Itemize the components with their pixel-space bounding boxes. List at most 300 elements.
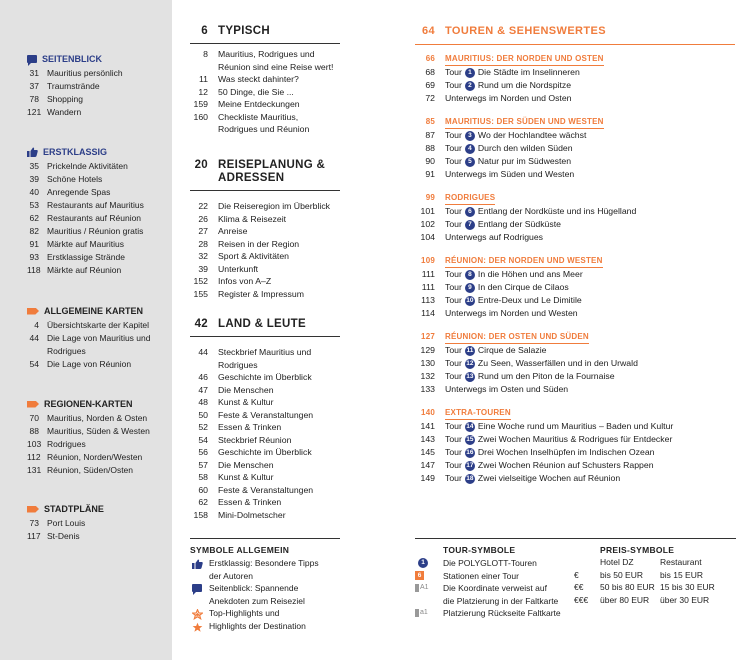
tour-word: Tour (445, 473, 462, 483)
section-heading-touren (415, 25, 735, 45)
tour-number-icon: 6 (465, 207, 475, 217)
toc-entry[interactable] (190, 346, 340, 359)
sidebar-entry[interactable] (27, 464, 162, 477)
section-page-number: 64 (421, 25, 435, 37)
sidebar-entry[interactable] (27, 517, 162, 530)
toc-entry[interactable] (190, 288, 340, 301)
land-list (190, 346, 340, 521)
entry-label: Feste & Veranstaltungen (218, 484, 314, 495)
restaurant-price: über 30 EUR (660, 594, 710, 605)
star-icon (190, 620, 204, 633)
tour-entry[interactable] (415, 459, 735, 472)
tour-word: Tour (445, 345, 462, 355)
legend-entry (190, 607, 340, 620)
tour-word: Tour (445, 460, 462, 470)
toc-entry[interactable] (190, 200, 340, 213)
toc-entry[interactable] (190, 371, 340, 384)
sidebar-entry[interactable] (27, 332, 162, 345)
sidebar-entry[interactable] (27, 530, 162, 543)
page-number: 114 (421, 308, 435, 318)
legend-title: SYMBOLE ALLGEMEIN (190, 545, 290, 555)
section-title: TOUREN & SEHENSWERTES (445, 25, 606, 37)
sidebar-entry[interactable] (27, 345, 162, 358)
entry-label: Natur pur im Südwesten (477, 156, 572, 166)
tour-word: Tour (445, 447, 462, 457)
reise-list (190, 200, 340, 300)
entry-label: Feste & Veranstaltungen (218, 409, 314, 420)
legend-entry (190, 582, 340, 595)
toc-entry[interactable] (190, 509, 340, 522)
toc-entry[interactable] (190, 275, 340, 288)
tour-entry[interactable] (415, 307, 735, 320)
entry-label: Unterkunft (218, 263, 259, 274)
sidebar-entry[interactable] (27, 238, 162, 251)
page-number: 104 (420, 232, 435, 242)
page-number: 69 (425, 80, 435, 90)
toc-entry[interactable] (190, 496, 340, 509)
page-number: 46 (198, 372, 208, 382)
hotel-price: 50 bis 80 EUR (600, 582, 655, 592)
page-number: 155 (193, 288, 208, 299)
toc-entry[interactable] (190, 471, 340, 484)
entry-label: Drei Wochen Inselhüpfen im Indischen Ozean (477, 447, 655, 457)
section-page-number: 42 (194, 318, 208, 330)
restaurant-price: 15 bis 30 EUR (660, 582, 715, 592)
entry-label: Réunion sind eine Reise wert! (218, 61, 334, 72)
entry-label: Sport & Aktivitäten (218, 251, 289, 261)
section-heading-reiseplanung (190, 159, 340, 191)
page-number: 12 (198, 86, 208, 97)
tour-number-icon: 10 (466, 297, 474, 304)
entry-label: Die Lage von Mauritius und (47, 333, 151, 343)
tour-number-icon: 18 (466, 475, 474, 482)
tour-entry[interactable] (415, 268, 735, 281)
toc-entry[interactable] (190, 238, 340, 251)
toc-entry[interactable] (190, 48, 340, 61)
entry-label: Die Menschen (218, 384, 274, 395)
hotel-price: über 80 EUR (600, 594, 650, 605)
entry-label: Infos von A–Z (218, 276, 272, 286)
entry-label: Klima & Reisezeit (218, 213, 287, 224)
entry-label: Unterwegs auf Rodrigues (445, 232, 544, 242)
tour-group-heading[interactable] (415, 331, 735, 344)
page-number: 132 (420, 371, 435, 381)
tour-entry[interactable] (415, 66, 735, 79)
legend-label: Seitenblick: Spannende (209, 583, 299, 593)
page-number (190, 359, 208, 372)
page-number: 68 (425, 67, 435, 77)
preis-list (574, 569, 736, 607)
entry-label: Réunion, Norden/Westen (47, 452, 143, 462)
page-number: 88 (425, 143, 435, 153)
sidebar-entry[interactable] (27, 425, 162, 438)
entry-label: Traumstrände (47, 81, 100, 91)
tour-word: Tour (445, 371, 462, 381)
entry-label: Shopping (47, 94, 83, 104)
tour-group-title: RODRIGUES (445, 192, 495, 205)
page-number: 85 (425, 117, 435, 126)
entry-label: Mauritius, Rodrigues und (218, 49, 315, 59)
page-number: 90 (425, 156, 435, 166)
entry-label: Checkliste Mauritius, (218, 111, 299, 122)
page-number: 58 (198, 472, 208, 482)
tour-group-heading[interactable] (415, 116, 735, 129)
legend-entry (415, 570, 575, 583)
tour-group-heading[interactable] (415, 407, 735, 420)
tour-group-title: RÉUNION: DER NORDEN UND WESTEN (445, 255, 603, 268)
tour-entry[interactable] (415, 294, 735, 307)
legend-entry (190, 620, 340, 633)
sidebar-section-seitenblick (27, 54, 162, 119)
tour-symbol (415, 557, 437, 570)
tour-entry[interactable] (415, 383, 735, 396)
page-number: 52 (198, 422, 208, 432)
section-land-leute (190, 318, 340, 521)
entry-label: Unterwegs im Norden und Osten (445, 93, 572, 103)
page-number: 127 (421, 332, 435, 341)
entry-label: Réunion, Süden/Osten (47, 465, 134, 475)
page-number: 44 (198, 347, 208, 357)
sidebar-entry[interactable] (27, 199, 162, 212)
section-touren (415, 25, 735, 485)
tour-entry[interactable] (415, 281, 735, 294)
entry-label: Zwei Wochen Mauritius & Rodrigues für Entdecker (477, 434, 673, 444)
price-column-restaurant: Restaurant (660, 557, 702, 567)
entry-label: Mauritius persönlich (47, 68, 123, 78)
tour-entry[interactable] (415, 129, 735, 142)
tour-word: Tour (445, 206, 462, 216)
sidebar-heading (27, 147, 162, 157)
map-coordinate-icon (415, 607, 428, 620)
entry-label: Anregende Spas (47, 187, 111, 197)
page-number: 113 (421, 295, 435, 305)
sidebar-entry[interactable] (27, 451, 162, 464)
tour-number-icon: 12 (466, 360, 474, 367)
entry-label: Cirque de Salazie (477, 345, 547, 355)
toc-entry[interactable] (190, 98, 340, 111)
entry-label: Durch den wilden Süden (477, 143, 573, 153)
sidebar-heading-label: SEITENBLICK (42, 54, 103, 64)
toc-entry[interactable] (190, 384, 340, 397)
sidebar-entry[interactable] (27, 93, 162, 106)
price-symbol: € (574, 569, 579, 580)
tour-group-title: EXTRA-TOUREN (445, 407, 511, 420)
page-number: 47 (198, 384, 208, 395)
toc-entry[interactable] (190, 484, 340, 497)
page-number: 147 (420, 460, 435, 470)
page-number: 39 (198, 263, 208, 274)
sidebar-entry[interactable] (27, 106, 162, 119)
legend-entry (190, 595, 340, 608)
tour-entry[interactable] (415, 79, 735, 92)
entry-label: Märkte auf Réunion (47, 265, 122, 275)
page-number: 11 (198, 74, 208, 84)
tour-number-icon: 5 (465, 157, 475, 167)
page-number: 48 (198, 397, 208, 407)
entry-label: Steckbrief Réunion (218, 434, 292, 445)
tour-group-heading[interactable] (415, 53, 735, 66)
entry-label: Entlang der Nordküste und ins Hügelland (477, 206, 637, 216)
sidebar-entry[interactable] (27, 67, 162, 80)
entry-label: Unterwegs im Osten und Süden (445, 384, 569, 394)
page-number: 133 (420, 384, 435, 394)
page-number: 82 (29, 226, 39, 236)
entry-label: Zu Seen, Wasserfällen und in den Urwald (477, 358, 638, 368)
entry-label: Geschichte im Überblick (218, 372, 312, 382)
toc-entry[interactable] (190, 359, 340, 372)
section-title: TYPISCH (218, 25, 270, 37)
entry-label: Die Reiseregion im Überblick (218, 201, 331, 211)
entry-label: Kunst & Kultur (218, 472, 274, 482)
tour-entry[interactable] (415, 420, 735, 433)
entry-label: Mauritius / Réunion gratis (47, 226, 144, 236)
page-number: 39 (29, 174, 39, 184)
tour-number-icon: 7 (465, 220, 475, 230)
page-number: 118 (27, 265, 41, 275)
legend-label: Top-Highlights und (209, 608, 280, 618)
tour-group-title: MAURITIUS: DER NORDEN UND OSTEN (445, 53, 604, 66)
entry-label: Geschichte im Überblick (218, 447, 312, 457)
entry-label: Mauritius, Süden & Westen (47, 426, 150, 436)
page-number: 60 (198, 484, 208, 495)
legend-title: PREIS-SYMBOLE (600, 545, 675, 555)
price-row (574, 594, 736, 607)
symbole-list (190, 557, 340, 633)
toc-entry[interactable] (190, 86, 340, 99)
page-number: 26 (198, 213, 208, 224)
toc-entry[interactable] (190, 225, 340, 238)
entry-label: Erstklassige Strände (47, 252, 125, 262)
entry-label: Unterwegs im Norden und Westen (445, 308, 578, 318)
tour-number-icon: 14 (466, 423, 474, 430)
tour-number-icon: 2 (465, 81, 475, 91)
sidebar-heading (27, 504, 162, 514)
legend-label: Anekdoten zum Reiseziel (209, 595, 305, 606)
legend-label: Erstklassig: Besondere Tipps (209, 558, 319, 568)
entry-label: Mauritius, Norden & Osten (47, 413, 148, 423)
page-number: 91 (425, 169, 435, 179)
tour-word: Tour (445, 358, 462, 368)
legend-entry (190, 570, 340, 583)
section-title-line-1: REISEPLANUNG & (218, 159, 326, 171)
sidebar-entry[interactable] (27, 264, 162, 277)
page-number: 101 (420, 206, 435, 216)
toc-entry[interactable] (190, 123, 340, 136)
entry-label: Schöne Hotels (47, 174, 103, 184)
tour-entry[interactable] (415, 370, 735, 383)
tour-word: Tour (445, 156, 462, 166)
entry-label: In den Cirque de Cilaos (477, 282, 569, 292)
sidebar-section-regionen (27, 399, 162, 477)
tag-icon (27, 308, 39, 315)
page-number: 152 (193, 276, 208, 286)
tour-entry[interactable] (415, 344, 735, 357)
tour-word: Tour (445, 421, 462, 431)
tour-group (415, 255, 735, 320)
page-number: 99 (425, 193, 435, 202)
tour-word: Tour (445, 143, 462, 153)
sidebar-entry[interactable] (27, 319, 162, 332)
tour-number-icon: 1 (418, 558, 428, 568)
entry-label: Was steckt dahinter? (218, 74, 299, 84)
sidebar-entry[interactable] (27, 160, 162, 173)
tour-group-heading[interactable] (415, 255, 735, 268)
sidebar-section-karten (27, 306, 162, 371)
tour-group (415, 331, 735, 396)
page-number: 62 (198, 497, 208, 507)
entry-label: St-Denis (47, 531, 80, 541)
toc-entry[interactable] (190, 446, 340, 459)
tour-number-icon: 13 (466, 373, 474, 380)
entry-label: Rodrigues und Réunion (218, 124, 310, 134)
tour-entry[interactable] (415, 357, 735, 370)
toc-entry[interactable] (190, 434, 340, 447)
toc-entry[interactable] (190, 61, 340, 74)
price-header-row (574, 556, 736, 569)
legend-label: Highlights der Destination (209, 621, 306, 631)
legend-label: Stationen einer Tour (443, 570, 519, 581)
tour-group (415, 192, 735, 244)
tour-entry[interactable] (415, 205, 735, 218)
section-title (218, 159, 325, 185)
page-number: 158 (193, 509, 208, 520)
tour-number-icon: 4 (465, 144, 475, 154)
sidebar-heading-label: ALLGEMEINE KARTEN (44, 306, 143, 316)
page-number (190, 61, 208, 74)
sidebar-entry[interactable] (27, 251, 162, 264)
tour-entry[interactable] (415, 231, 735, 244)
entry-label: Die Städte im Inselinneren (477, 67, 580, 77)
tag-icon (27, 401, 39, 408)
tour-symbol (415, 570, 437, 583)
legend-label: die Platzierung in der Faltkarte (443, 595, 559, 606)
price-column-hotel: Hotel DZ (600, 557, 634, 567)
page-number: 143 (420, 434, 435, 444)
legend-entry (415, 595, 575, 608)
tour-entry[interactable] (415, 218, 735, 231)
tag-icon (27, 506, 39, 513)
sidebar-entry[interactable] (27, 412, 162, 425)
page-number: 117 (27, 531, 41, 541)
legend-entry (415, 557, 575, 570)
page-number: 66 (425, 54, 435, 63)
sidebar-entry[interactable] (27, 438, 162, 451)
tour-entry[interactable] (415, 142, 735, 155)
toc-entry[interactable] (190, 213, 340, 226)
typisch-list (190, 48, 340, 136)
star-outline-icon (190, 607, 204, 620)
tour-entry[interactable] (415, 472, 735, 485)
toc-entry[interactable] (190, 409, 340, 422)
section-title-line-2: ADRESSEN (218, 172, 285, 184)
entry-label: Wandern (47, 107, 82, 117)
entry-label: Wo der Hochlandtee wächst (477, 130, 587, 140)
section-page-number: 6 (201, 25, 208, 37)
page-number: 131 (27, 465, 42, 475)
restaurant-price: bis 15 EUR (660, 569, 703, 580)
page-number: 40 (29, 187, 39, 197)
page-number: 72 (425, 93, 435, 103)
tour-number-icon: 15 (466, 436, 474, 443)
toc-entry[interactable] (190, 396, 340, 409)
tour-symbol (415, 582, 437, 595)
entry-label: Restaurants auf Mauritius (47, 200, 144, 210)
sidebar-entry[interactable] (27, 212, 162, 225)
page-number: 27 (198, 226, 208, 236)
icon-spacer (190, 595, 204, 608)
tour-entry[interactable] (415, 446, 735, 459)
tour-number-icon: 9 (465, 283, 475, 293)
tour-entry[interactable] (415, 433, 735, 446)
page-number: 54 (29, 359, 39, 369)
legend-entry (190, 557, 340, 570)
tour-word: Tour (445, 269, 462, 279)
legend-label: Die Koordinate verweist auf (443, 583, 547, 593)
legend-title: TOUR-SYMBOLE (443, 545, 516, 555)
entry-label: Essen & Trinken (218, 497, 282, 507)
page-number: 37 (29, 81, 39, 91)
section-heading-land-leute (190, 318, 340, 337)
page-number: 62 (29, 213, 39, 223)
tour-entry[interactable] (415, 92, 735, 105)
price-row (574, 569, 736, 582)
entry-label: Restaurants auf Réunion (47, 213, 142, 223)
sidebar-entry[interactable] (27, 173, 162, 186)
entry-label: In die Höhen und ans Meer (477, 269, 583, 279)
entry-label: Register & Impressum (218, 288, 304, 299)
page-number: 109 (421, 256, 435, 265)
price-row (574, 581, 736, 594)
entry-label: Rodrigues (47, 346, 86, 356)
entry-label: Rund um den Piton de la Fournaise (477, 371, 615, 381)
sidebar-entry[interactable] (27, 225, 162, 238)
entry-label: Prickelnde Aktivitäten (47, 161, 128, 171)
sidebar-entry[interactable] (27, 358, 162, 371)
page-number: 149 (420, 473, 435, 483)
tour-group-heading[interactable] (415, 192, 735, 205)
toc-entry[interactable] (190, 73, 340, 86)
toc-entry[interactable] (190, 111, 340, 124)
toc-entry[interactable] (190, 459, 340, 472)
entry-label: Die Lage von Réunion (47, 359, 132, 369)
sidebar-entry[interactable] (27, 186, 162, 199)
tour-symbole-list (415, 557, 575, 620)
legend-label: Die POLYGLOTT-Touren (443, 558, 537, 568)
toc-entry[interactable] (190, 250, 340, 263)
tour-number-icon: 8 (465, 270, 475, 280)
page-number: 111 (421, 282, 435, 292)
entry-label: Märkte auf Mauritius (47, 239, 124, 249)
page-number: 111 (421, 269, 435, 279)
section-page-number: 20 (194, 159, 208, 171)
map-coordinate-label: A1 (420, 584, 429, 591)
sidebar-heading (27, 54, 162, 64)
tour-entry[interactable] (415, 168, 735, 181)
page-number: 8 (203, 49, 208, 59)
entry-label: Rodrigues (218, 359, 258, 370)
toc-entry[interactable] (190, 263, 340, 276)
page-number: 78 (29, 94, 39, 104)
page-number: 35 (29, 161, 39, 171)
tour-entry[interactable] (415, 155, 735, 168)
tour-group (415, 116, 735, 181)
tour-word: Tour (445, 282, 462, 292)
sidebar-entry[interactable] (27, 80, 162, 93)
speech-bubble-icon (190, 582, 204, 595)
toc-entry[interactable] (190, 421, 340, 434)
page-number: 31 (29, 68, 39, 78)
page-number: 93 (29, 252, 39, 262)
